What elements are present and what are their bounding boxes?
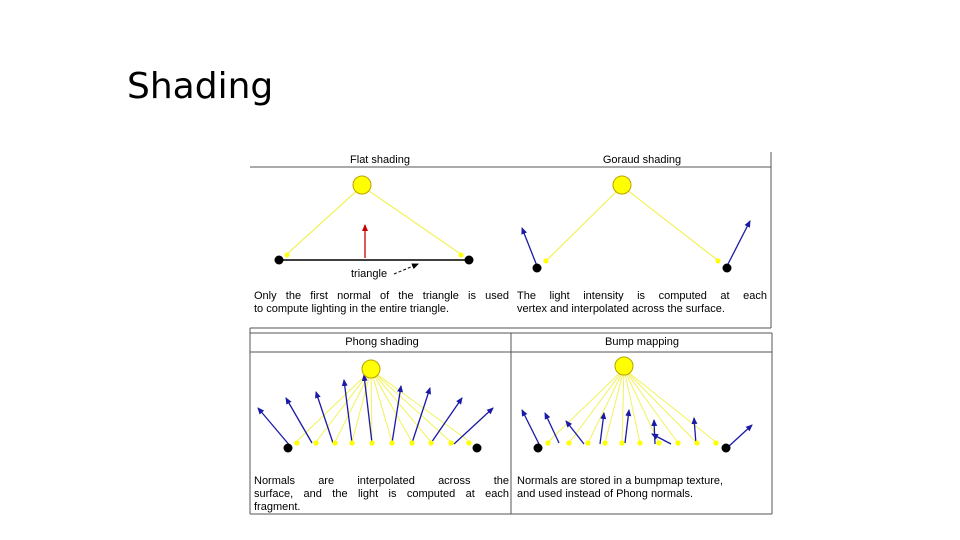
panel-title-bump-mapping: Bump mapping <box>605 336 679 348</box>
lit-point <box>459 253 464 258</box>
gouraud-shading-diagram <box>522 176 750 273</box>
description-line: Normals are interpolated across the <box>254 475 509 487</box>
vertex-dot <box>722 444 731 453</box>
bump-mapping-diagram <box>522 357 752 453</box>
panel-title-gouraud-shading: Goraud shading <box>602 154 682 166</box>
light-source-icon <box>362 360 380 378</box>
lit-point <box>544 259 549 264</box>
description-line: fragment. <box>254 501 301 513</box>
triangle-pointer-arrow <box>394 264 418 274</box>
light-source-icon <box>615 357 633 375</box>
panel-title-flat-shading: Flat shading <box>350 154 410 166</box>
description-line: Normals are stored in a bumpmap texture, <box>517 475 724 487</box>
lit-point <box>285 253 290 258</box>
light-rays <box>547 369 717 443</box>
vertex-dot <box>275 256 284 265</box>
vertex-normal-arrow <box>727 221 750 266</box>
description-line: The light intensity is computed at each <box>517 290 767 302</box>
panel-frames <box>250 152 772 514</box>
triangle-label: triangle <box>351 268 388 280</box>
vertex-dot <box>284 444 293 453</box>
description-line: surface, and the light is computed at each <box>254 488 509 500</box>
description-line: to compute lighting in the entire triangle. <box>254 303 450 315</box>
light-rays <box>286 186 462 255</box>
vertex-dot <box>533 264 542 273</box>
lit-points <box>545 440 718 445</box>
description-line: Only the first normal of the triangle is used <box>254 290 509 302</box>
vertex-dot <box>723 264 732 273</box>
light-rays <box>296 370 470 442</box>
vertex-normal-arrow <box>522 228 537 266</box>
slide-title: Shading <box>127 66 274 107</box>
panel-title-phong-shading: Phong shading <box>345 336 419 348</box>
light-source-icon <box>613 176 631 194</box>
description-line: vertex and interpolated across the surface. <box>517 303 725 315</box>
vertex-dot <box>465 256 474 265</box>
light-rays <box>545 186 720 262</box>
vertex-dot <box>534 444 543 453</box>
light-source-icon <box>353 176 371 194</box>
phong-shading-diagram <box>258 360 493 453</box>
flat-shading-diagram <box>275 176 474 274</box>
description-line: and used instead of Phong normals. <box>517 488 694 500</box>
lit-points <box>294 440 471 445</box>
vertex-dot <box>473 444 482 453</box>
lit-point <box>716 259 721 264</box>
